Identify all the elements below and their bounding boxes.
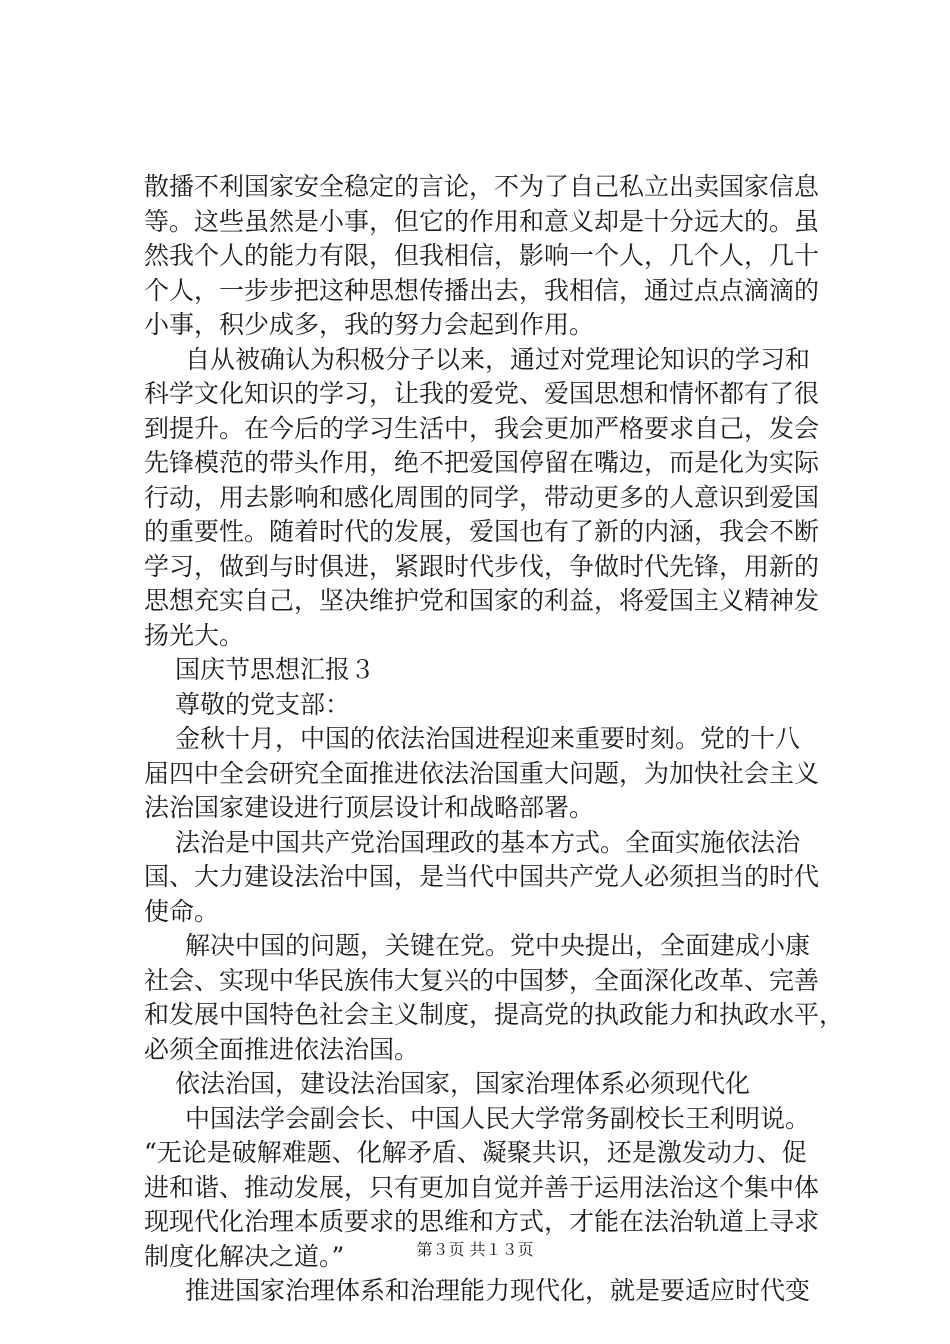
paragraph-start-line: 法治是中国共产党治国理政的基本方式。全面实施依法治 [175,827,801,857]
text-line: 国、大力建设法治中国，是当代中国共产党人必须担当的时代 [144,862,820,891]
text-line: 散播不利国家安全稳定的言论，不为了自己私立出卖国家信息 [144,172,820,201]
paragraph-start-line: 自从被确认为积极分子以来，通过对党理论知识的学习和 [185,344,811,374]
paragraph-start-line: 金秋十月，中国的依法治国进程迎来重要时刻。党的十八 [175,724,801,753]
text-line: 使命。 [144,896,220,926]
text-line: 行动，用去影响和感化周围的同学，带动更多的人意识到爱国 [144,482,820,512]
text-line: 必须全面推进依法治国。 [144,1034,420,1064]
paragraph-start-line: 推进国家治理体系和治理能力现代化，就是要适应时代变 [185,1276,811,1305]
text-line: 扬光大。 [144,620,245,650]
text-line: 的重要性。随着时代的发展，爱国也有了新的内涵，我会不断 [144,517,820,546]
document-body [144,170,845,1309]
text-line: 小事，积少成多，我的努力会起到作用。 [144,310,595,339]
text-line: 然我个人的能力有限，但我相信，影响一个人，几个人，几十 [144,241,820,270]
text-line: 思想充实自己，坚决维护党和国家的利益，将爱国主义精神发 [144,586,820,615]
salutation: 尊敬的党支部： [175,689,351,719]
page-number-footer: 第３页 共１３页 [416,1240,534,1259]
paragraph-start-line: 中国法学会副会长、中国人民大学常务副校长王利明说。 [185,1103,811,1133]
quote-line: 进和谐、推动发展，只有更加自觉并善于运用法治这个集中体 [144,1172,820,1202]
section-title: 国庆节思想汇报３ [175,655,376,684]
subheading-line: 依法治国，建设法治国家，国家治理体系必须现代化 [175,1069,751,1098]
text-line: 届四中全会研究全面推进依法治国重大问题，为加快社会主义 [144,758,820,788]
paragraph-start-line: 解决中国的问题，关键在党。党中央提出，全面建成小康 [185,931,811,960]
quote-line: “无论是破解难题、化解矛盾、凝聚共识，还是激发动力、促 [144,1138,807,1167]
text-line: 等。这些虽然是小事，但它的作用和意义却是十分远大的。虽 [144,206,820,236]
text-line: 到提升。在今后的学习生活中，我会更加严格要求自己，发会 [144,413,820,443]
text-line: 先锋模范的带头作用，绝不把爱国停留在嘴边，而是化为实际 [144,448,820,477]
text-line: 个人，一步步把这种思想传播出去，我相信，通过点点滴滴的 [144,275,820,305]
quote-line: 现现代化治理本质要求的思维和方式，才能在法治轨道上寻求 [144,1207,820,1236]
quote-line: 制度化解决之道。” [144,1241,345,1271]
text-line: 学习，做到与时俱进，紧跟时代步伐，争做时代先锋，用新的 [144,551,820,581]
text-line: 科学文化知识的学习，让我的爱党、爱国思想和情怀都有了很 [144,379,820,408]
text-line: 法治国家建设进行顶层设计和战略部署。 [144,793,595,822]
text-line: 和发展中国特色社会主义制度，提高党的执政能力和执政水平， [144,1000,845,1029]
text-line: 社会、实现中华民族伟大复兴的中国梦，全面深化改革、完善 [144,965,820,995]
